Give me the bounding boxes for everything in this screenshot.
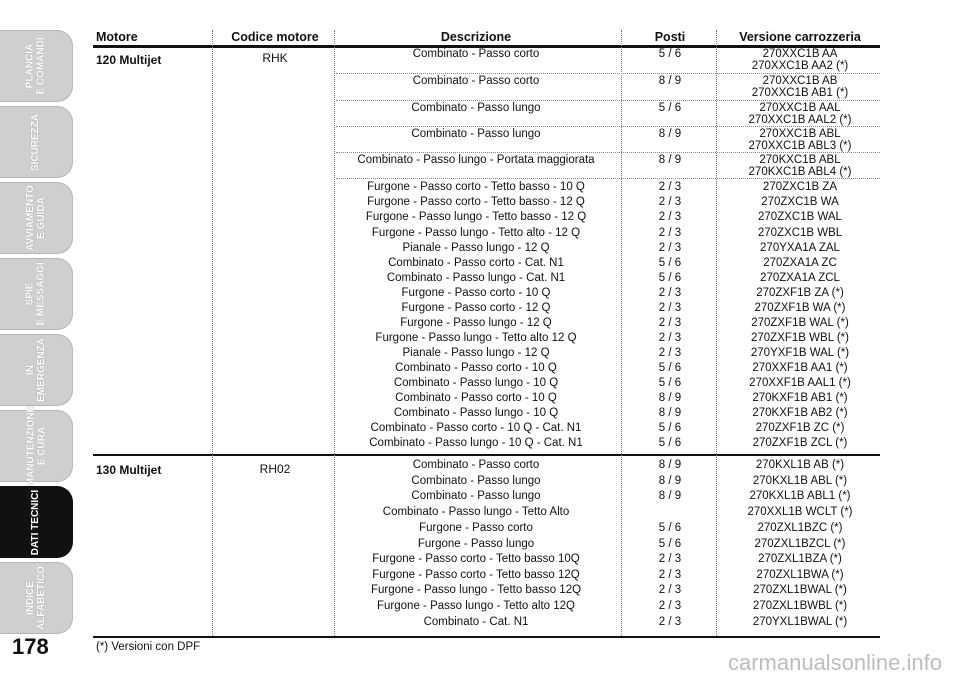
cell-versione <box>720 75 880 99</box>
versione-code: 270KXL1B ABL1 (*) <box>749 490 851 502</box>
cell-descrizione: Furgone - Passo lungo - Tetto basso - 12 Q <box>365 211 587 223</box>
column-separator <box>334 30 335 636</box>
versione-code: 270ZXF1B WBL (*) <box>751 332 849 344</box>
versione-code: 270XXL1B WCLT (*) <box>747 506 853 518</box>
tab-avviamento-e-guida[interactable] <box>0 182 73 254</box>
versione-code: 270ZXL1BZA (*) <box>758 553 842 565</box>
cell-posti: 5 / 6 <box>658 437 682 449</box>
cell-descrizione: Combinato - Passo corto - 10 Q <box>395 362 557 374</box>
versione-code: 270XXF1B AA1 (*) <box>752 362 848 374</box>
cell-versione <box>720 211 880 223</box>
cell-descrizione: Furgone - Passo corto - 12 Q <box>401 302 551 314</box>
row-separator <box>336 152 880 153</box>
versione-code: 270ZXF1B ZC (*) <box>755 422 845 434</box>
cell-descrizione: Furgone - Passo lungo - Tetto alto - 12 Q <box>371 227 581 239</box>
tab-dati-tecnici[interactable] <box>0 486 73 558</box>
versione-code: 270ZXF1B WAL (*) <box>751 317 849 329</box>
cell-posti: 8 / 9 <box>658 475 682 487</box>
versione-code: 270XXC1B AAL2 (*) <box>748 114 852 126</box>
cell-descrizione: Furgone - Passo corto - 10 Q <box>401 287 551 299</box>
cell-descrizione: Combinato - Passo corto - 10 Q <box>395 392 557 404</box>
cell-descrizione: Combinato - Passo lungo - 10 Q - Cat. N1 <box>369 437 583 449</box>
group-motore-130: 130 Multijet <box>96 463 162 477</box>
versione-code: 270ZXL1BWAL (*) <box>753 584 847 596</box>
versione-code: 270KXF1B AB1 (*) <box>752 392 848 404</box>
versione-code: 270ZXF1B WA (*) <box>754 302 846 314</box>
cell-descrizione: Pianale - Passo lungo - 12 Q <box>402 347 550 359</box>
cell-posti: 2 / 3 <box>658 569 682 581</box>
cell-versione <box>720 362 880 374</box>
versione-code: 270YXF1B WAL (*) <box>750 347 850 359</box>
versione-code: 270XXC1B AAL <box>759 102 841 114</box>
versione-code: 270ZXF1B ZA (*) <box>756 287 844 299</box>
cell-posti: 8 / 9 <box>658 407 682 419</box>
tab-sicurezza[interactable] <box>0 106 73 178</box>
versione-code: 270XXC1B AB <box>762 75 838 87</box>
header-versione-carrozzeria: Versione carrozzeria <box>739 30 861 44</box>
header-codice-motore: Codice motore <box>231 30 319 44</box>
tab-indice-alfabetico[interactable] <box>0 562 73 634</box>
versione-code: 270YXL1BWAL (*) <box>752 616 848 628</box>
cell-descrizione: Combinato - Passo lungo <box>411 102 541 114</box>
cell-versione <box>720 302 880 314</box>
versione-code: 270ZXA1A ZC <box>763 257 837 269</box>
page-number: 178 <box>12 634 49 659</box>
tab-manutenzione-e-cura[interactable] <box>0 405 73 487</box>
cell-versione <box>720 154 880 178</box>
tab-label: INDICE ALFABETICO <box>24 566 47 630</box>
cell-versione <box>720 490 880 502</box>
cell-posti: 5 / 6 <box>658 422 682 434</box>
row-separator <box>336 100 880 101</box>
tab-spie-e-messaggi[interactable] <box>0 258 73 330</box>
cell-descrizione: Combinato - Passo corto <box>412 75 540 87</box>
tab-label: SPIE E MESSAGGI <box>24 262 47 326</box>
cell-descrizione: Combinato - Passo corto <box>412 459 540 471</box>
column-separator <box>621 30 622 636</box>
cell-descrizione: Furgone - Passo corto <box>419 522 533 534</box>
cell-posti: 2 / 3 <box>658 196 682 208</box>
cell-posti: 5 / 6 <box>658 538 682 550</box>
versione-code: 270ZXL1BWBL (*) <box>752 600 848 612</box>
row-separator <box>336 178 880 179</box>
versione-code: 270ZXC1B ZA <box>762 181 838 193</box>
cell-versione <box>720 392 880 404</box>
cell-posti: 5 / 6 <box>658 257 682 269</box>
watermark: carmanualsonline.info <box>727 650 942 675</box>
cell-descrizione: Furgone - Passo lungo - Tetto alto 12Q <box>377 600 575 612</box>
cell-versione <box>720 407 880 419</box>
cell-posti: 2 / 3 <box>658 181 682 193</box>
versione-code: 270ZXL1BZC (*) <box>757 522 843 534</box>
cell-descrizione: Combinato - Passo lungo <box>411 475 541 487</box>
column-separator <box>716 30 717 636</box>
cell-posti: 2 / 3 <box>658 242 682 254</box>
versione-code: 270XXC1B ABL3 (*) <box>748 140 852 152</box>
cell-versione <box>720 257 880 269</box>
group-codice-130: RH02 <box>259 462 291 476</box>
versione-code: 270KXL1B ABL (*) <box>752 475 848 487</box>
cell-versione <box>720 196 880 208</box>
cell-versione <box>720 128 880 152</box>
header-posti: Posti <box>654 30 686 44</box>
cell-versione <box>720 616 880 628</box>
cell-posti: 2 / 3 <box>658 287 682 299</box>
versione-code: 270XXC1B AB1 (*) <box>751 87 849 99</box>
cell-posti: 2 / 3 <box>658 302 682 314</box>
tab-label: AVVIAMENTO E GUIDA <box>25 185 47 251</box>
cell-posti: 8 / 9 <box>658 75 682 87</box>
cell-posti: 8 / 9 <box>658 459 682 471</box>
cell-versione <box>720 287 880 299</box>
cell-versione <box>720 227 880 239</box>
tab-label: IN EMERGENZA <box>25 338 47 402</box>
cell-posti: 2 / 3 <box>658 584 682 596</box>
cell-posti: 5 / 6 <box>658 377 682 389</box>
cell-versione <box>720 272 880 284</box>
footnote: (*) Versioni con DPF <box>96 641 201 653</box>
cell-descrizione: Furgone - Passo corto - Tetto basso - 10 Q <box>367 181 585 193</box>
column-separator <box>212 30 213 636</box>
cell-versione <box>720 475 880 487</box>
cell-posti: 8 / 9 <box>658 154 682 166</box>
cell-descrizione: Combinato - Passo lungo <box>411 490 541 502</box>
cell-versione <box>720 538 880 550</box>
cell-posti: 2 / 3 <box>658 600 682 612</box>
cell-posti: 5 / 6 <box>658 272 682 284</box>
versione-code: 270KXF1B AB2 (*) <box>752 407 848 419</box>
cell-posti: 5 / 6 <box>658 102 682 114</box>
cell-posti: 2 / 3 <box>658 227 682 239</box>
cell-posti: 5 / 6 <box>658 362 682 374</box>
versione-code: 270XXC1B AA <box>762 48 838 60</box>
cell-versione <box>720 553 880 565</box>
cell-versione <box>720 377 880 389</box>
versione-code: 270ZXC1B WA <box>761 196 839 208</box>
cell-descrizione: Combinato - Passo lungo - 10 Q <box>393 407 559 419</box>
cell-descrizione: Furgone - Passo lungo - Tetto basso 12Q <box>370 584 582 596</box>
cell-versione <box>720 506 880 518</box>
header-descrizione: Descrizione <box>440 30 512 44</box>
cell-posti: 8 / 9 <box>658 392 682 404</box>
tab-label: SICUREZZA <box>30 113 42 171</box>
group-motore-120: 120 Multijet <box>96 53 162 67</box>
group-codice-120: RHK <box>262 51 288 65</box>
cell-posti: 2 / 3 <box>658 616 682 628</box>
cell-descrizione: Combinato - Passo lungo <box>411 128 541 140</box>
versione-code: 270KXL1B AB (*) <box>755 459 845 471</box>
cell-versione <box>720 332 880 344</box>
cell-versione <box>720 317 880 329</box>
cell-versione <box>720 422 880 434</box>
cell-versione <box>720 584 880 596</box>
cell-versione <box>720 181 880 193</box>
cell-descrizione: Furgone - Passo lungo - Tetto alto 12 Q <box>375 332 577 344</box>
versione-code: 270ZXL1BWA (*) <box>756 569 844 581</box>
cell-posti: 5 / 6 <box>658 48 682 60</box>
cell-posti: 2 / 3 <box>658 347 682 359</box>
cell-descrizione: Furgone - Passo corto - Tetto basso 12Q <box>372 569 580 581</box>
tab-label: PLANCIA E COMANDI <box>24 37 47 95</box>
tab-label: MANUTENZIONE E CURA <box>25 405 47 487</box>
cell-posti: 2 / 3 <box>658 553 682 565</box>
cell-versione <box>720 102 880 126</box>
row-separator <box>336 126 880 127</box>
versione-code: 270ZXC1B WBL <box>757 227 843 239</box>
versione-code: 270XXC1B AA2 (*) <box>751 60 849 72</box>
versione-code: 270ZXF1B ZCL (*) <box>752 437 848 449</box>
cell-descrizione: Furgone - Passo lungo <box>417 538 535 550</box>
cell-descrizione: Furgone - Passo corto - Tetto basso - 12 Q <box>367 196 585 208</box>
cell-versione <box>720 569 880 581</box>
tab-plancia-e-comandi[interactable] <box>0 30 73 102</box>
cell-posti: 8 / 9 <box>658 490 682 502</box>
cell-versione <box>720 437 880 449</box>
versione-code: 270ZXA1A ZCL <box>760 272 840 284</box>
cell-descrizione: Furgone - Passo lungo - 12 Q <box>400 317 552 329</box>
cell-descrizione: Combinato - Cat. N1 <box>423 616 529 628</box>
cell-versione <box>720 459 880 471</box>
cell-posti: 8 / 9 <box>658 128 682 140</box>
cell-descrizione: Combinato - Passo lungo - Portata maggiorata <box>357 154 595 166</box>
cell-versione <box>720 522 880 534</box>
cell-posti: 5 / 6 <box>658 522 682 534</box>
versione-code: 270YXA1A ZAL <box>760 242 840 254</box>
cell-versione <box>720 600 880 612</box>
versione-code: 270XXC1B ABL <box>759 128 841 140</box>
versione-code: 270ZXL1BZCL (*) <box>754 538 846 550</box>
versione-code: 270KXC1B ABL4 (*) <box>748 166 852 178</box>
header-motore: Motore <box>96 30 138 44</box>
cell-posti: 2 / 3 <box>658 332 682 344</box>
cell-posti: 2 / 3 <box>658 211 682 223</box>
cell-versione <box>720 242 880 254</box>
cell-descrizione: Combinato - Passo lungo - 10 Q <box>393 377 559 389</box>
versione-code: 270KXC1B ABL <box>759 154 841 166</box>
tab-label: DATI TECNICI <box>30 489 42 555</box>
cell-posti: 2 / 3 <box>658 317 682 329</box>
versione-code: 270ZXC1B WAL <box>758 211 842 223</box>
versione-code: 270XXF1B AAL1 (*) <box>749 377 851 389</box>
cell-descrizione: Combinato - Passo corto <box>412 48 540 60</box>
row-separator <box>336 73 880 74</box>
cell-descrizione: Furgone - Passo corto - Tetto basso 10Q <box>372 553 580 565</box>
table-bottom-rule <box>93 636 880 638</box>
cell-versione <box>720 48 880 72</box>
cell-descrizione: Pianale - Passo lungo - 12 Q <box>402 242 550 254</box>
cell-descrizione: Combinato - Passo corto - 10 Q - Cat. N1 <box>370 422 582 434</box>
tab-in-emergenza[interactable] <box>0 334 73 406</box>
cell-descrizione: Combinato - Passo lungo - Tetto Alto <box>382 506 570 518</box>
cell-versione <box>720 347 880 359</box>
cell-descrizione: Combinato - Passo lungo - Cat. N1 <box>386 272 566 284</box>
cell-descrizione: Combinato - Passo corto - Cat. N1 <box>388 257 564 269</box>
